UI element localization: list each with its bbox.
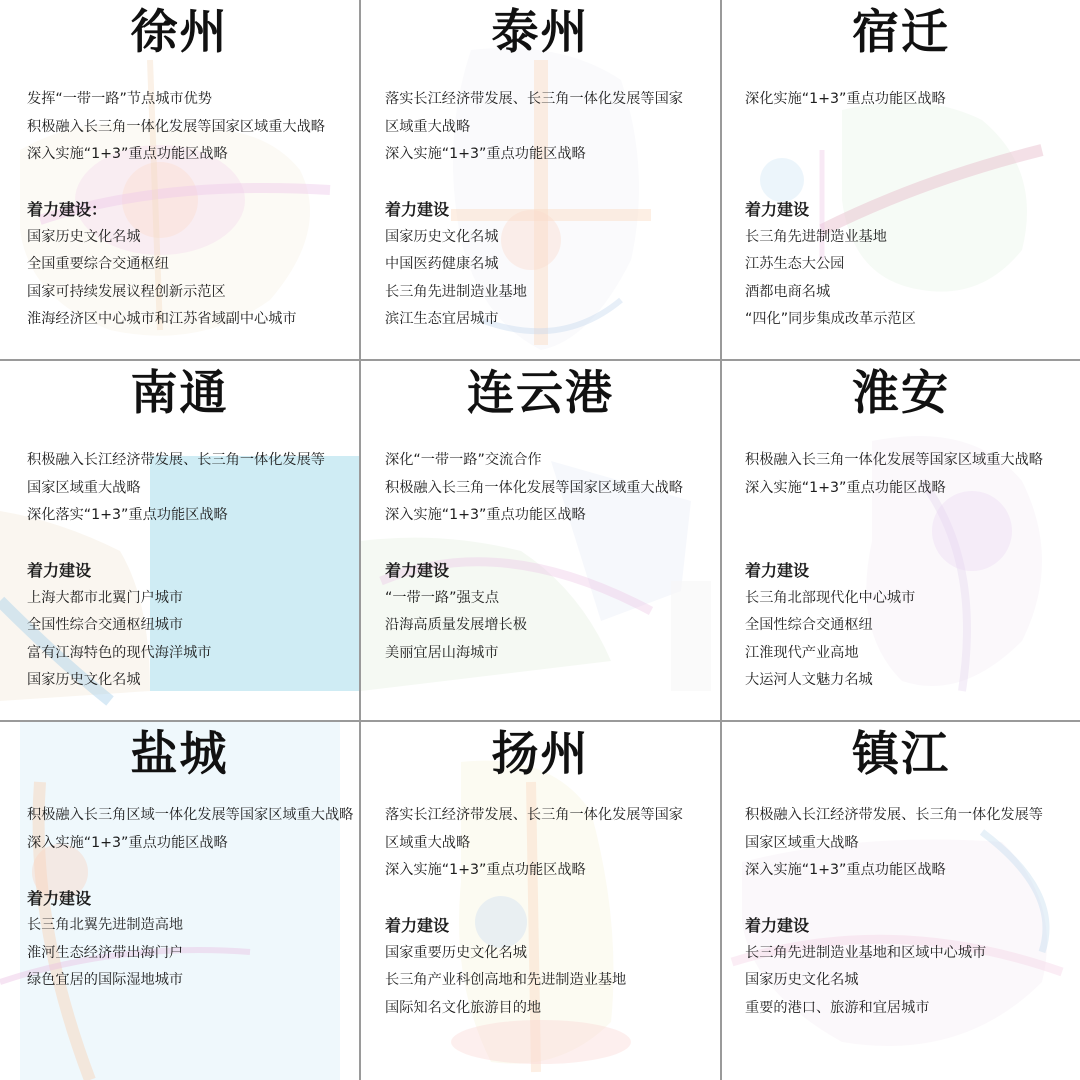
intro-line: 发挥“一带一路”节点城市优势 [27,91,212,107]
city-title: 宿迁 [852,5,950,60]
city-text [745,86,1074,334]
build-item: 国际知名文化旅游目的地 [385,999,542,1016]
city-title: 南通 [130,366,229,421]
intro-line: 积极融入长三角一体化发展等国家区域重大战略 [745,452,1043,468]
city-title: 淮安 [852,366,950,421]
city-text [385,447,714,667]
build-item: “一带一路”强支点 [385,589,500,606]
intro-line: 深化“一带一路”交流合作 [385,452,542,468]
intro-line: 深入实施“1+3”重点功能区战略 [745,479,946,496]
intro-line: 深入实施“1+3”重点功能区战略 [27,834,228,851]
intro-line: 落实长江经济带发展、长三角一体化发展等国家 [385,807,683,823]
intro-line: 积极融入长三角区域一体化发展等国家区域重大战略 [27,807,354,823]
city-title: 盐城 [130,727,229,782]
build-heading: 着力建设 [745,200,810,219]
build-heading: 着力建设 [385,561,450,580]
city-text [745,447,1074,695]
intro-line: 深入实施“1+3”重点功能区战略 [385,862,586,878]
city-title: 连云港 [467,366,614,421]
build-item: 国家历史文化名城 [27,672,141,688]
build-item: 绿色宜居的国际湿地城市 [27,972,184,988]
build-heading: 着力建设： [27,200,108,219]
build-item: 全国性综合交通枢纽城市 [27,617,184,633]
build-item: 国家历史文化名城 [27,228,141,245]
build-heading: 着力建设 [745,916,810,935]
intro-line: 深入实施“1+3”重点功能区战略 [385,507,586,523]
build-heading: 着力建设 [385,916,450,935]
intro-line: 国家区域重大战略 [27,479,141,496]
intro-line: 积极融入长三角一体化发展等国家区域重大战略 [385,479,683,496]
city-title: 徐州 [130,5,229,60]
intro-line: 积极融入长江经济带发展、长三角一体化发展等 [27,452,325,468]
intro-line: 深化落实“1+3”重点功能区战略 [27,507,228,523]
intro-line: 深入实施“1+3”重点功能区战略 [385,146,586,162]
city-panel-xuzhou [0,0,359,359]
intro-line: 深化实施“1+3”重点功能区战略 [745,91,946,107]
city-panel-taizhou [361,0,720,359]
build-item: 全国性综合交通枢纽 [745,617,873,633]
build-item: 长三角先进制造业基地和区域中心城市 [745,944,987,961]
build-item: 江苏生态大公园 [745,256,845,272]
city-text [27,802,353,995]
build-item: 上海大都市北翼门户城市 [27,589,184,606]
build-item: 国家历史文化名城 [385,228,499,245]
build-heading: 着力建设 [27,888,92,908]
build-item: “四化”同步集成改革示范区 [745,311,916,327]
city-panel-suqian [722,0,1080,359]
intro-line: 深入实施“1+3”重点功能区战略 [745,862,946,878]
build-item: 中国医药健康名城 [385,256,499,272]
build-item: 滨江生态宜居城市 [385,311,499,327]
city-panel-lianyungang [361,361,720,720]
build-item: 重要的港口、旅游和宜居城市 [745,999,930,1016]
city-title: 镇江 [852,727,950,782]
build-item: 富有江海特色的现代海洋城市 [27,644,212,661]
city-panel-yangzhou [361,722,720,1080]
intro-line: 落实长江经济带发展、长三角一体化发展等国家 [385,91,683,107]
build-item: 淮海经济区中心城市和江苏省域副中心城市 [27,311,297,327]
city-text [385,802,714,1022]
city-panel-huaian [722,361,1080,720]
intro-line: 积极融入长江经济带发展、长三角一体化发展等 [745,807,1043,823]
city-text [27,86,353,334]
intro-line: 国家区域重大战略 [745,834,859,851]
build-item: 酒都电商名城 [745,283,831,300]
city-text [745,802,1074,1022]
build-item: 美丽宜居山海城市 [385,644,499,661]
build-item: 国家历史文化名城 [745,972,859,988]
city-title: 泰州 [491,5,590,60]
build-item: 长三角产业科创高地和先进制造业基地 [385,972,627,988]
city-title: 扬州 [491,727,590,782]
build-item: 淮河生态经济带出海门户 [27,944,184,961]
city-text [385,86,714,334]
build-item: 江淮现代产业高地 [745,644,859,661]
build-item: 长三角北部现代化中心城市 [745,589,916,606]
build-item: 大运河人文魅力名城 [745,672,873,688]
build-item: 长三角北翼先进制造高地 [27,917,184,933]
build-item: 全国重要综合交通枢纽 [27,256,169,272]
build-heading: 着力建设 [745,561,810,580]
build-item: 沿海高质量发展增长极 [385,617,527,633]
build-heading: 着力建设 [27,561,92,580]
intro-line: 区域重大战略 [385,118,471,135]
intro-line: 积极融入长三角一体化发展等国家区域重大战略 [27,118,325,135]
build-item: 国家可持续发展议程创新示范区 [27,283,226,300]
build-item: 长三角先进制造业基地 [745,228,887,245]
city-panel-yancheng [0,722,359,1080]
intro-line: 区域重大战略 [385,834,471,851]
intro-line: 深入实施“1+3”重点功能区战略 [27,146,228,162]
build-item: 国家重要历史文化名城 [385,944,527,961]
build-item: 长三角先进制造业基地 [385,283,527,300]
city-panel-zhenjiang [722,722,1080,1080]
city-panel-nantong [0,361,359,720]
build-heading: 着力建设 [385,200,450,219]
city-text [27,447,353,695]
